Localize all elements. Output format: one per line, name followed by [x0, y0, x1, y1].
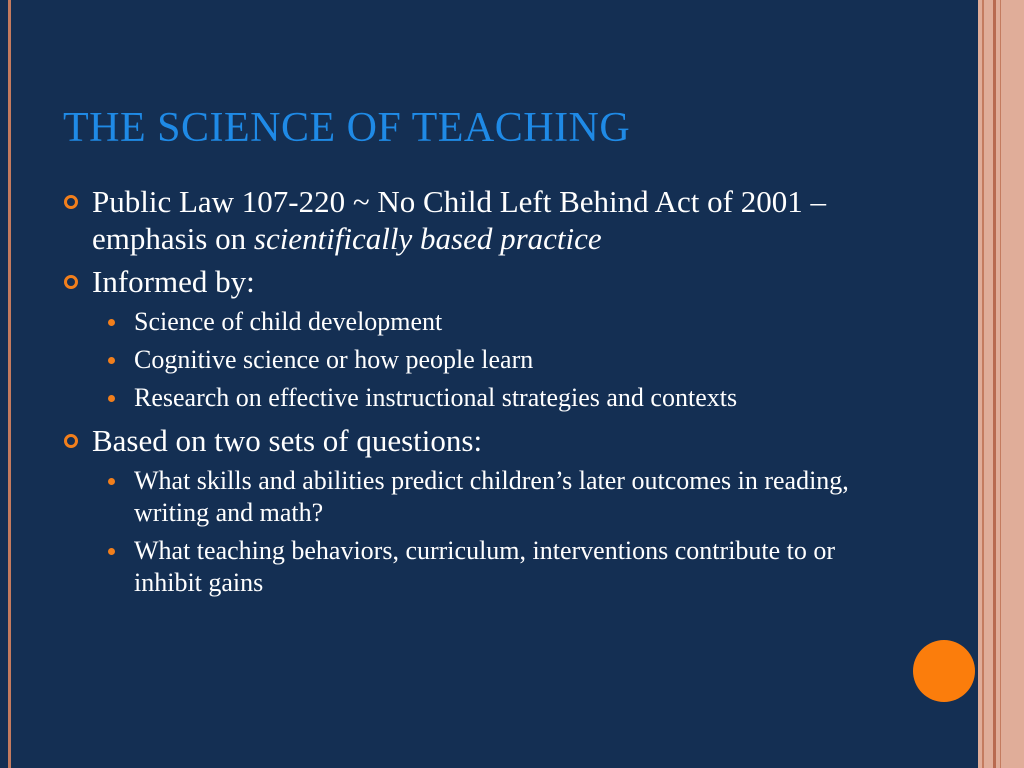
sub-bullet-item	[62, 465, 862, 529]
bullet-emphasis-text: scientifically based practice	[253, 221, 602, 256]
sub-bullet-item	[62, 382, 862, 414]
bullet-item	[62, 263, 862, 300]
left-border-line	[8, 0, 11, 768]
sub-bullet-text: What teaching behaviors, curriculum, interventions contribute to or inhibit gains	[134, 536, 836, 597]
bullet-text: Informed by:	[92, 264, 255, 299]
sub-bullet-item	[62, 535, 862, 599]
sub-bullet-list	[62, 465, 862, 599]
sub-bullet-item	[62, 344, 862, 376]
border-stripe	[1000, 0, 1001, 768]
orange-dot-bullet-icon	[108, 478, 115, 485]
orange-dot-bullet-icon	[108, 319, 115, 326]
orange-ring-bullet-icon	[64, 275, 78, 289]
slide-body	[62, 183, 862, 607]
right-border-band	[978, 0, 1024, 768]
bullet-text: Public Law 107-220 ~ No Child Left Behind Act of 2001 – emphasis on	[92, 184, 826, 256]
orange-circle-decoration	[913, 640, 975, 702]
sub-bullet-item	[62, 306, 862, 338]
orange-ring-bullet-icon	[64, 195, 78, 209]
sub-bullet-text: Research on effective instructional strategies and contexts	[134, 383, 738, 412]
sub-bullet-text: What skills and abilities predict children’s later outcomes in reading, writing and math?	[134, 466, 849, 527]
orange-dot-bullet-icon	[108, 357, 115, 364]
sub-bullet-text: Cognitive science or how people learn	[134, 345, 534, 374]
slide-title: THE SCIENCE OF TEACHING	[63, 105, 631, 151]
orange-ring-bullet-icon	[64, 434, 78, 448]
border-stripe	[993, 0, 996, 768]
bullet-text: Based on two sets of questions:	[92, 423, 483, 458]
sub-bullet-text: Science of child development	[134, 307, 443, 336]
border-stripe	[982, 0, 984, 768]
bullet-item	[62, 422, 862, 459]
sub-bullet-list	[62, 306, 862, 414]
bullet-item	[62, 183, 862, 257]
orange-dot-bullet-icon	[108, 548, 115, 555]
orange-dot-bullet-icon	[108, 395, 115, 402]
